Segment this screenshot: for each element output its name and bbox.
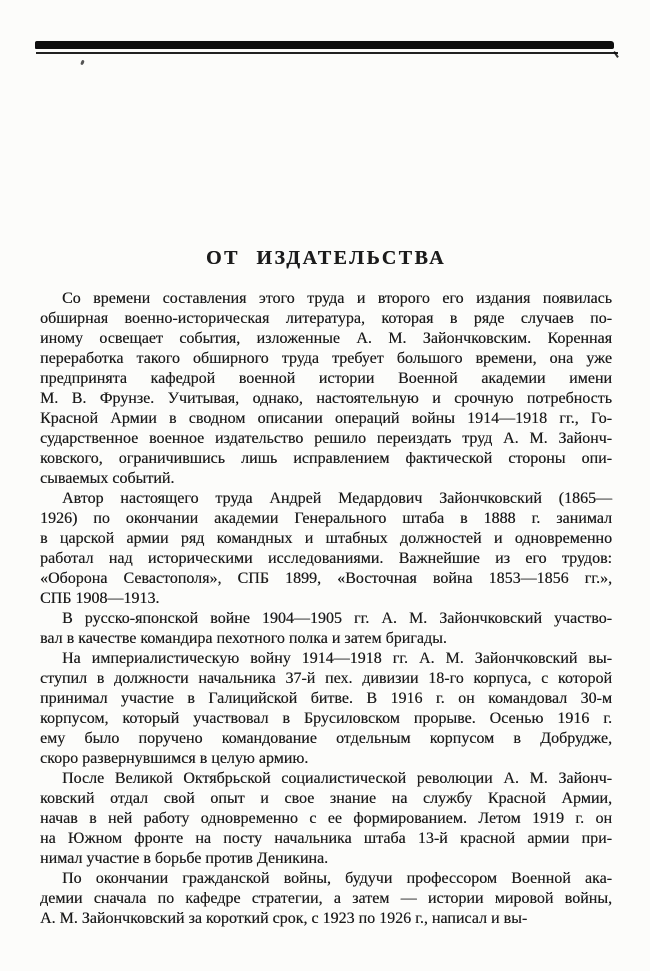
scan-speck <box>80 60 85 66</box>
text-line: сываемых событий. <box>40 470 175 487</box>
text-line: После Великой Октябрьской социалистической революции А. М. Зайонч- <box>62 770 612 787</box>
text-line: обширная военно-историческая литература, которая в ряде случаев по- <box>40 310 612 327</box>
text-line: ковский отдал свой опыт и свое знание на службу Красной Армии, <box>40 790 612 807</box>
text-line: сударственное военное издательство решило переиздать труд А. М. Зайонч- <box>40 430 612 447</box>
text-line: ступил в должности начальника 37-й пех. дивизии 18-го корпуса, с которой <box>40 670 612 687</box>
text-line: в царской армии ряд командных и штабных должностей и одновременно <box>40 530 612 547</box>
text-line: нимал участие в борьбе против Деникина. <box>40 850 329 867</box>
text-line: предпринята кафедрой военной истории Военной академии имени <box>40 370 612 387</box>
body-text <box>40 289 612 929</box>
text-line: На империалистическую войну 1914—1918 гг. А. М. Зайончковский вы- <box>62 650 612 667</box>
paragraph <box>40 489 612 609</box>
text-line: Красной Армии в сводном описании операций войны 1914—1918 гг., Го- <box>40 410 612 427</box>
text-line: По окончании гражданской войны, будучи профессором Военной ака- <box>62 870 612 887</box>
top-rule-thick <box>35 41 614 49</box>
text-line: скоро развернувшимся в целую армию. <box>40 750 309 767</box>
text-line: на Южном фронте на посту начальника штаба 13-й красной армии при- <box>40 830 612 847</box>
text-line: 1926) по окончании академии Генерального штаба в 1888 г. занимал <box>40 510 612 527</box>
paragraph <box>40 869 612 929</box>
text-line: ковского, ограничившись лишь исправлением фактической стороны опи- <box>40 450 612 467</box>
text-line: начав в ней работу одновременно с ее формированием. Летом 1919 г. он <box>40 810 612 827</box>
text-line: корпусом, который участвовал в Брусиловском прорыве. Осенью 1916 г. <box>40 710 612 727</box>
paragraph <box>40 609 612 649</box>
text-line: Автор настоящего труда Андрей Медардович Зайончковский (1865— <box>62 490 612 507</box>
text-line: работал над историческими исследованиями. Важнейшие из его трудов: <box>40 550 612 567</box>
paragraph <box>40 289 612 489</box>
paragraph <box>40 769 612 869</box>
text-line: М. В. Фрунзе. Учитывая, однако, настоятельную и срочную потребность <box>40 390 612 407</box>
page-title: ОТ ИЗДАТЕЛЬСТВА <box>205 247 447 269</box>
text-line: демии сначала по кафедре стратегии, а затем — истории мировой войны, <box>40 890 612 907</box>
text-line: «Оборона Севастополя», СПБ 1899, «Восточная война 1853—1856 гг.», <box>40 570 612 587</box>
text-line: иному освещает события, изложенные А. М. Зайончковским. Коренная <box>40 330 612 347</box>
top-rule-thin <box>36 52 618 54</box>
text-line: В русско-японской войне 1904—1905 гг. А. М. Зайончковский участво- <box>62 610 612 627</box>
text-line: А. М. Зайончковский за короткий срок, с 1923 по 1926 г., написал и вы- <box>40 910 528 927</box>
text-line: СПБ 1908—1913. <box>40 590 160 607</box>
text-line: принимал участие в Галицийской битве. В 1916 г. он командовал 30-м <box>40 690 612 707</box>
text-line: вал в качестве командира пехотного полка и затем бригады. <box>40 630 447 647</box>
text-line: Со времени составления этого труда и второго его издания появилась <box>62 290 612 307</box>
text-line: ему было поручено командование отдельным корпусом в Добрудже, <box>40 730 612 747</box>
paragraph <box>40 649 612 769</box>
text-line: переработка такого обширного труда требует большого времени, она уже <box>40 350 612 367</box>
